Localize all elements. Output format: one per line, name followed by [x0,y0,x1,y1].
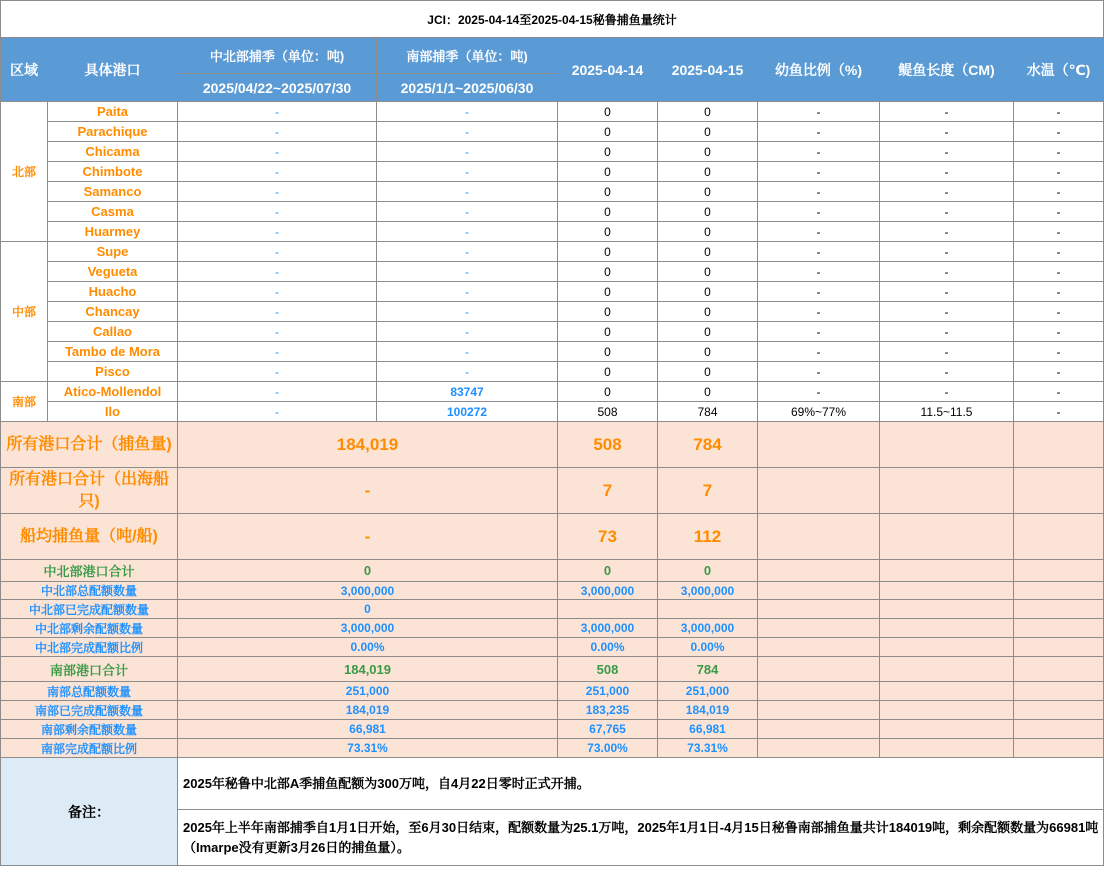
port-name: Parachique [48,122,178,142]
table-row [1,242,1104,262]
summary-date1-value: 251,000 [558,682,658,701]
juvenile-value: - [758,122,880,142]
summary-date2-value: 0.00% [658,638,758,657]
total-season-value: - [178,514,558,560]
port-name: Samanco [48,182,178,202]
table-row [1,739,1104,758]
table-row [1,638,1104,657]
total-date1-value: 73 [558,514,658,560]
summary-date1-value: 0.00% [558,638,658,657]
length-value: - [880,382,1014,402]
summary-label: 南部完成配额比例 [1,739,178,758]
total-date1-value: 7 [558,468,658,514]
length-value: - [880,242,1014,262]
date2-value: 0 [658,282,758,302]
length-value: - [880,162,1014,182]
total-label: 所有港口合计（捕鱼量) [1,422,178,468]
table-row [1,182,1104,202]
summary-date1-value: 0 [558,560,658,582]
length-value: - [880,342,1014,362]
juvenile-value: - [758,302,880,322]
empty-cell [758,422,880,468]
cn-season-value: - [178,222,377,242]
summary-date2-value: 73.31% [658,739,758,758]
empty-cell [880,701,1014,720]
header-cn-range: 2025/04/22~2025/07/30 [178,74,377,102]
s-season-value: - [377,162,558,182]
juvenile-value: - [758,142,880,162]
temp-value: - [1014,122,1104,142]
date1-value: 0 [558,202,658,222]
empty-cell [1014,638,1104,657]
table-row [1,619,1104,638]
s-season-value: - [377,222,558,242]
s-season-value: - [377,262,558,282]
summary-date2-value: 3,000,000 [658,619,758,638]
length-value: - [880,302,1014,322]
length-value: - [880,362,1014,382]
port-name: Supe [48,242,178,262]
header-date-1: 2025-04-14 [558,38,658,102]
juvenile-value: - [758,102,880,122]
summary-date1-value: 508 [558,657,658,682]
s-season-value: 83747 [377,382,558,402]
empty-cell [758,600,880,619]
header-s-range: 2025/1/1~2025/06/30 [377,74,558,102]
date1-value: 0 [558,382,658,402]
port-name: Chimbote [48,162,178,182]
date1-value: 508 [558,402,658,422]
temp-value: - [1014,222,1104,242]
table-row [1,582,1104,600]
summary-label: 中北部总配额数量 [1,582,178,600]
date2-value: 0 [658,202,758,222]
date2-value: 0 [658,102,758,122]
region-south: 南部 [1,382,48,422]
summary-label: 中北部港口合计 [1,560,178,582]
summary-date1-value: 3,000,000 [558,582,658,600]
cn-season-value: - [178,302,377,322]
summary-season-value: 184,019 [178,657,558,682]
header-anchovy-length: 鳀鱼长度（CM) [880,38,1014,102]
date2-value: 0 [658,182,758,202]
port-name: Ilo [48,402,178,422]
total-season-value: 184,019 [178,422,558,468]
notes-line-1: 2025年秘鲁中北部A季捕鱼配额为300万吨，自4月22日零时正式开捕。 [178,758,1104,810]
date1-value: 0 [558,362,658,382]
length-value: - [880,262,1014,282]
empty-cell [1014,582,1104,600]
temp-value: - [1014,102,1104,122]
cn-season-value: - [178,382,377,402]
temp-value: - [1014,342,1104,362]
empty-cell [1014,600,1104,619]
s-season-value: - [377,142,558,162]
length-value: - [880,282,1014,302]
length-value: 11.5~11.5 [880,402,1014,422]
juvenile-value: 69%~77% [758,402,880,422]
date2-value: 0 [658,262,758,282]
table-row [1,282,1104,302]
table-row [1,468,1104,514]
summary-date2-value: 3,000,000 [658,582,758,600]
s-season-value: - [377,242,558,262]
date2-value: 0 [658,222,758,242]
table-row [1,342,1104,362]
summary-date2-value: 66,981 [658,720,758,739]
port-name: Paita [48,102,178,122]
empty-cell [880,600,1014,619]
juvenile-value: - [758,202,880,222]
table-row [1,560,1104,582]
date1-value: 0 [558,302,658,322]
summary-date1-value: 73.00% [558,739,658,758]
date1-value: 0 [558,102,658,122]
header-port: 具体港口 [48,38,178,102]
s-season-value: 100272 [377,402,558,422]
table-row [1,657,1104,682]
juvenile-value: - [758,182,880,202]
summary-season-value: 184,019 [178,701,558,720]
summary-date1-value [558,600,658,619]
notes-line-2: 2025年上半年南部捕季自1月1日开始，至6月30日结束，配额数量为25.1万吨，2025年1月1日-4月15日秘鲁南部捕鱼量共计184019吨，剩余配额数量为66981吨（Imarpe没有更新3月26日的捕鱼量）。 [178,810,1104,866]
s-season-value: - [377,362,558,382]
cn-season-value: - [178,402,377,422]
port-name: Vegueta [48,262,178,282]
total-date2-value: 112 [658,514,758,560]
empty-cell [880,582,1014,600]
s-season-value: - [377,282,558,302]
date1-value: 0 [558,342,658,362]
cn-season-value: - [178,142,377,162]
length-value: - [880,102,1014,122]
temp-value: - [1014,302,1104,322]
notes-label: 备注： [1,758,178,866]
port-name: Tambo de Mora [48,342,178,362]
table-row [1,162,1104,182]
date1-value: 0 [558,242,658,262]
table-row [1,600,1104,619]
summary-label: 南部港口合计 [1,657,178,682]
date2-value: 0 [658,142,758,162]
port-name: Chicama [48,142,178,162]
date2-value: 0 [658,242,758,262]
cn-season-value: - [178,342,377,362]
summary-label: 南部剩余配额数量 [1,720,178,739]
table-row [1,122,1104,142]
header-water-temp: 水温（℃) [1014,38,1104,102]
summary-season-value: 73.31% [178,739,558,758]
empty-cell [758,701,880,720]
summary-date1-value: 67,765 [558,720,658,739]
cn-season-value: - [178,122,377,142]
s-season-value: - [377,342,558,362]
cn-season-value: - [178,242,377,262]
empty-cell [1014,560,1104,582]
summary-label: 中北部剩余配额数量 [1,619,178,638]
summary-date2-value: 0 [658,560,758,582]
empty-cell [880,657,1014,682]
summary-season-value: 66,981 [178,720,558,739]
date1-value: 0 [558,122,658,142]
temp-value: - [1014,142,1104,162]
port-name: Atico-Mollendol [48,382,178,402]
summary-label: 中北部已完成配额数量 [1,600,178,619]
s-season-value: - [377,122,558,142]
summary-season-value: 3,000,000 [178,619,558,638]
table-row [1,102,1104,122]
temp-value: - [1014,402,1104,422]
s-season-value: - [377,322,558,342]
summary-season-value: 3,000,000 [178,582,558,600]
empty-cell [880,619,1014,638]
total-label: 船均捕鱼量（吨/船) [1,514,178,560]
summary-date2-value [658,600,758,619]
table-row [1,142,1104,162]
empty-cell [758,582,880,600]
cn-season-value: - [178,162,377,182]
cn-season-value: - [178,182,377,202]
region-north: 北部 [1,102,48,242]
table-row [1,222,1104,242]
date1-value: 0 [558,142,658,162]
total-date2-value: 7 [658,468,758,514]
temp-value: - [1014,262,1104,282]
port-name: Huacho [48,282,178,302]
table-row [1,402,1104,422]
juvenile-value: - [758,362,880,382]
page-title: JCI：2025-04-14至2025-04-15秘鲁捕鱼量统计 [1,1,1104,38]
empty-cell [880,739,1014,758]
temp-value: - [1014,202,1104,222]
total-label: 所有港口合计（出海船只) [1,468,178,514]
total-date2-value: 784 [658,422,758,468]
length-value: - [880,222,1014,242]
date2-value: 784 [658,402,758,422]
date1-value: 0 [558,182,658,202]
temp-value: - [1014,282,1104,302]
header-cn-season: 中北部捕季（单位：吨) [178,38,377,74]
empty-cell [758,619,880,638]
region-central: 中部 [1,242,48,382]
juvenile-value: - [758,342,880,362]
header-date-2: 2025-04-15 [658,38,758,102]
port-name: Callao [48,322,178,342]
table-row [1,322,1104,342]
table-row [1,682,1104,701]
cn-season-value: - [178,282,377,302]
table-row [1,262,1104,282]
empty-cell [1014,619,1104,638]
empty-cell [880,560,1014,582]
empty-cell [1014,514,1104,560]
empty-cell [758,560,880,582]
port-name: Chancay [48,302,178,322]
s-season-value: - [377,182,558,202]
date2-value: 0 [658,362,758,382]
summary-label: 中北部完成配额比例 [1,638,178,657]
empty-cell [1014,468,1104,514]
date2-value: 0 [658,122,758,142]
total-date1-value: 508 [558,422,658,468]
date1-value: 0 [558,162,658,182]
empty-cell [758,682,880,701]
length-value: - [880,322,1014,342]
juvenile-value: - [758,222,880,242]
header-s-season: 南部捕季（单位：吨) [377,38,558,74]
table-row [1,382,1104,402]
summary-date1-value: 3,000,000 [558,619,658,638]
empty-cell [1014,657,1104,682]
empty-cell [1014,701,1104,720]
s-season-value: - [377,102,558,122]
empty-cell [880,468,1014,514]
header-juvenile-ratio: 幼鱼比例（%) [758,38,880,102]
total-season-value: - [178,468,558,514]
port-name: Huarmey [48,222,178,242]
length-value: - [880,202,1014,222]
date2-value: 0 [658,382,758,402]
port-name: Casma [48,202,178,222]
date1-value: 0 [558,222,658,242]
table-row [1,514,1104,560]
cn-season-value: - [178,362,377,382]
date1-value: 0 [558,262,658,282]
empty-cell [1014,682,1104,701]
header-region: 区域 [1,38,48,102]
juvenile-value: - [758,322,880,342]
summary-label: 南部已完成配额数量 [1,701,178,720]
temp-value: - [1014,162,1104,182]
summary-season-value: 251,000 [178,682,558,701]
date2-value: 0 [658,322,758,342]
empty-cell [758,720,880,739]
cn-season-value: - [178,102,377,122]
juvenile-value: - [758,262,880,282]
juvenile-value: - [758,242,880,262]
length-value: - [880,142,1014,162]
summary-season-value: 0.00% [178,638,558,657]
empty-cell [880,514,1014,560]
cn-season-value: - [178,202,377,222]
empty-cell [880,682,1014,701]
empty-cell [758,514,880,560]
juvenile-value: - [758,162,880,182]
empty-cell [758,468,880,514]
date2-value: 0 [658,302,758,322]
juvenile-value: - [758,282,880,302]
table-row [1,202,1104,222]
juvenile-value: - [758,382,880,402]
temp-value: - [1014,182,1104,202]
date1-value: 0 [558,282,658,302]
empty-cell [880,422,1014,468]
table-row [1,720,1104,739]
table-row [1,701,1104,720]
table-row [1,758,1104,810]
length-value: - [880,122,1014,142]
table-row [1,422,1104,468]
summary-date1-value: 183,235 [558,701,658,720]
length-value: - [880,182,1014,202]
empty-cell [758,657,880,682]
cn-season-value: - [178,262,377,282]
date2-value: 0 [658,342,758,362]
date2-value: 0 [658,162,758,182]
empty-cell [758,739,880,758]
table-row [1,362,1104,382]
empty-cell [758,638,880,657]
table-row [1,302,1104,322]
empty-cell [1014,739,1104,758]
empty-cell [1014,720,1104,739]
empty-cell [1014,422,1104,468]
temp-value: - [1014,382,1104,402]
s-season-value: - [377,202,558,222]
date1-value: 0 [558,322,658,342]
port-name: Pisco [48,362,178,382]
summary-season-value: 0 [178,600,558,619]
temp-value: - [1014,322,1104,342]
summary-date2-value: 184,019 [658,701,758,720]
cn-season-value: - [178,322,377,342]
temp-value: - [1014,242,1104,262]
empty-cell [880,720,1014,739]
summary-season-value: 0 [178,560,558,582]
s-season-value: - [377,302,558,322]
temp-value: - [1014,362,1104,382]
summary-date2-value: 251,000 [658,682,758,701]
summary-date2-value: 784 [658,657,758,682]
summary-label: 南部总配额数量 [1,682,178,701]
empty-cell [880,638,1014,657]
